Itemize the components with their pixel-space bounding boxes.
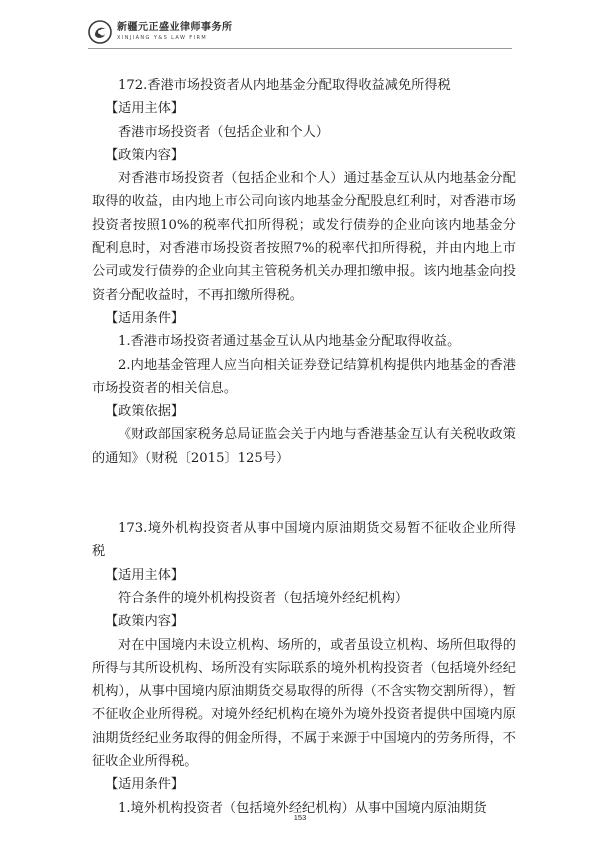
firm-logo-icon [88,20,112,44]
content-text: 对在中国境内未设立机构、场所的，或者虽设立机构、场所但取得的所得与其所设机构、场所没有实际联系的境外机构投资者（包括境外经纪机构），从事中国境内原油期货交易取得的所得（不含实物交割所得），暂不征收企业所得税。对境外经纪机构在境外为境外投资者提供中国境内原油期货经纪业务取得的佣金所得，不属于来源于中国境内的劳务所得，不征收企业所得税。 [92,637,516,770]
subject-text: 符合条件的境外机构投资者（包括境外经纪机构） [118,590,409,606]
firm-name-cn: 新疆元正盛业律师事务所 [117,22,233,33]
page-header [88,18,233,46]
conditions-tag: 【适用条件】 [105,310,185,326]
content-tag: 【政策内容】 [105,614,185,630]
firm-name-en: XINJIANG Y&S LAW FIRM [117,35,208,41]
basis-text: 《财政部国家税务总局证监会关于内地与香港基金互认有关税收政策的通知》（财税〔2015〕125号） [92,427,516,466]
section-title: 173.境外机构投资者从事中国境内原油期货交易暂不征收企业所得税 [92,521,516,560]
section-title: 172.香港市场投资者从内地基金分配取得收益减免所得税 [118,78,451,93]
section-spacer [92,470,516,517]
condition-item: 1.境外机构投资者（包括境外经纪机构）从事中国境内原油期货 [118,800,487,816]
subject-text: 香港市场投资者（包括企业和个人） [118,124,329,140]
subject-tag: 【适用主体】 [105,567,185,583]
policy-section-172 [92,74,516,470]
condition-item: 2.内地基金管理人应当向相关证券登记结算机构提供内地基金的香港市场投资者的相关信息。 [92,357,516,396]
conditions-tag: 【适用条件】 [105,777,185,793]
condition-item: 1.香港市场投资者通过基金互认从内地基金分配取得收益。 [118,334,461,350]
content-tag: 【政策内容】 [105,147,185,163]
page-number: 153 [293,813,307,822]
policy-section-173 [92,517,516,820]
document-body [92,74,516,820]
basis-tag: 【政策依据】 [105,404,185,420]
header-divider [88,48,512,49]
content-text: 对香港市场投资者（包括企业和个人）通过基金互认从内地基金分配取得的收益，由内地上市公司向该内地基金分配股息红利时，对香港市场投资者按照10%的税率代扣所得税；或发行债券的企业向该内地基金分配利息时，对香港市场投资者按照7%的税率代扣所得税，并由内地上市公司或发行债券的企业向其主管税务机关办理扣缴申报。该内地基金向投资者分配收益时，不再扣缴所得税。 [92,171,516,303]
subject-tag: 【适用主体】 [105,101,185,117]
